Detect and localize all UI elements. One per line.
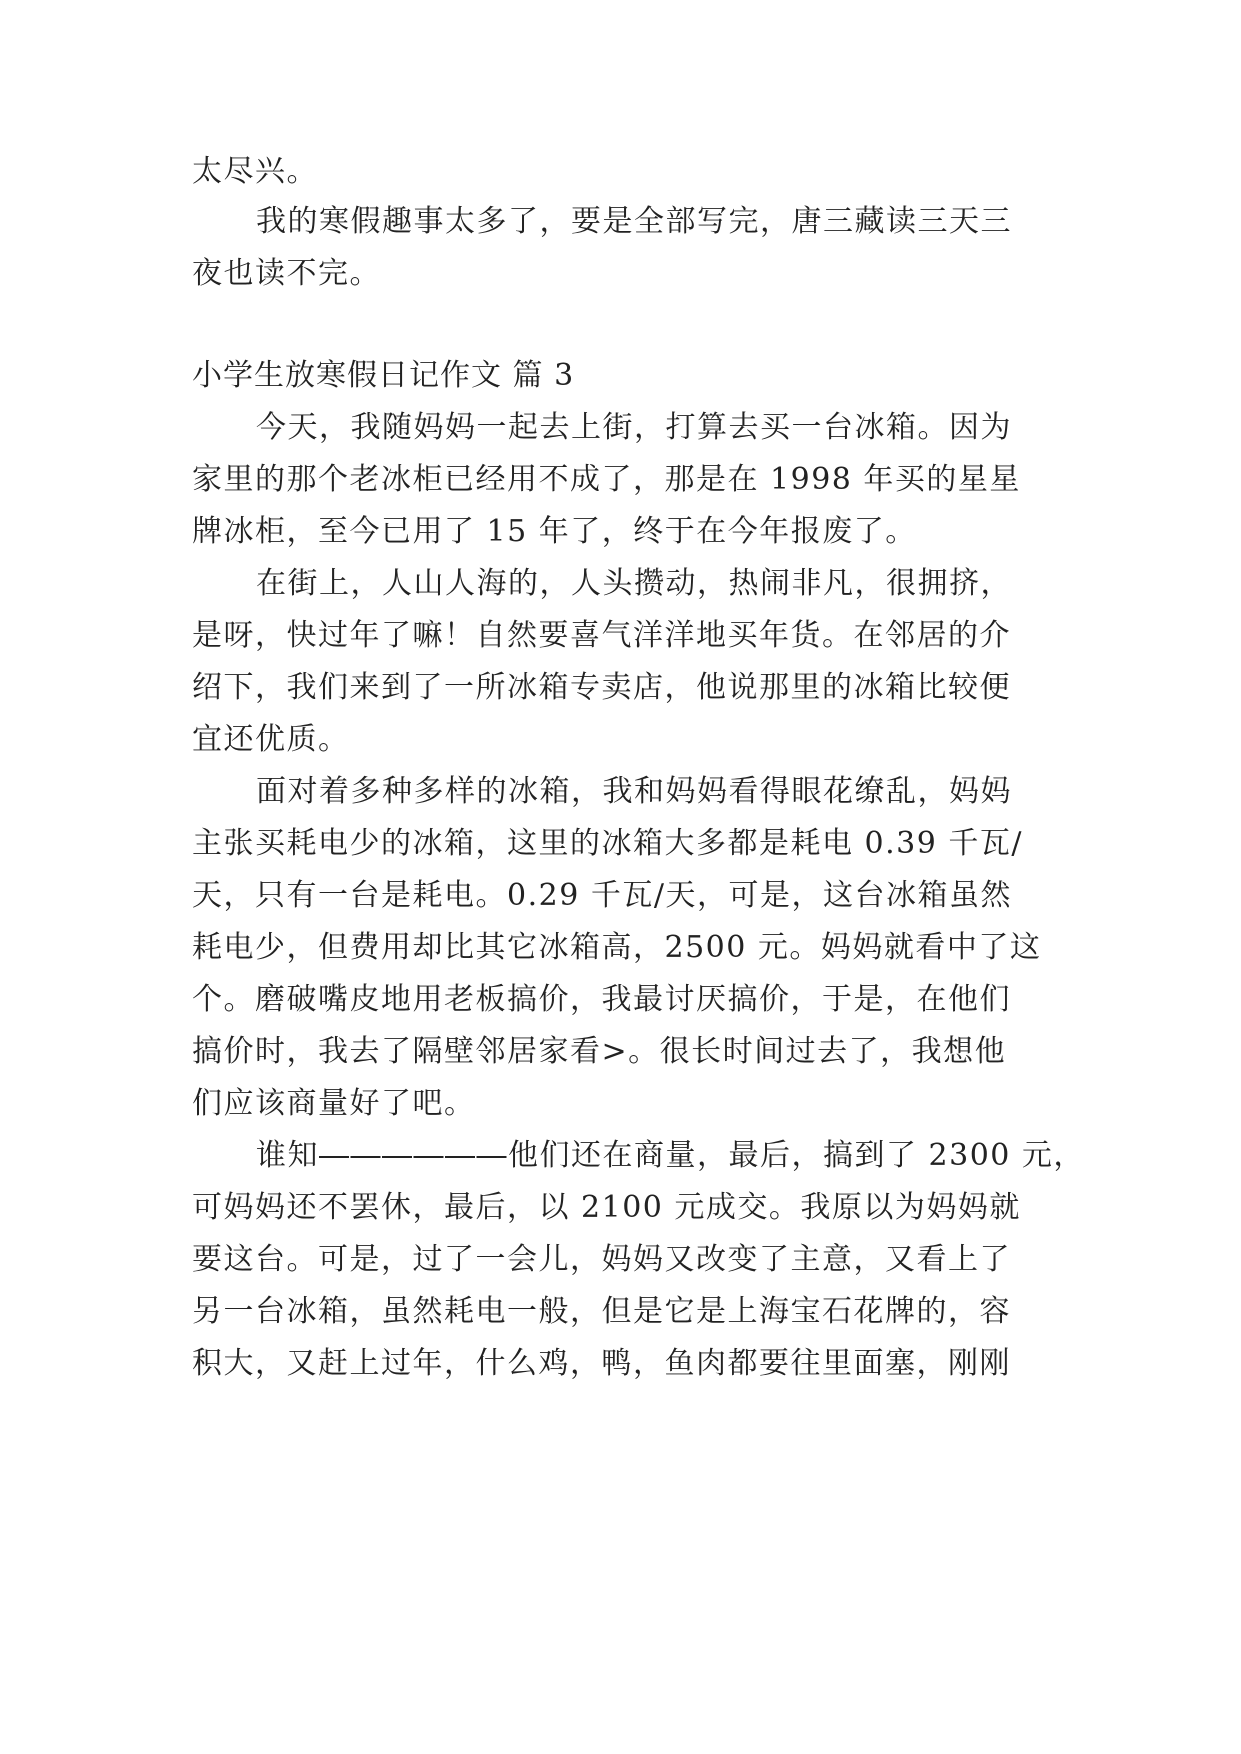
text-line: 天，只有一台是耗电。0.29 千瓦/天，可是，这台冰箱虽然	[192, 878, 1012, 913]
text-line: 积大，又赶上过年，什么鸡，鸭，鱼肉都要往里面塞，刚刚	[192, 1346, 1011, 1381]
text-line: 可妈妈还不罢休，最后，以 2100 元成交。我原以为妈妈就	[192, 1190, 1021, 1225]
text-line: 牌冰柜，至今已用了 15 年了，终于在今年报废了。	[192, 514, 917, 549]
text-line: 主张买耗电少的冰箱，这里的冰箱大多都是耗电 0.39 千瓦/	[192, 826, 1023, 861]
text-line: 搞价时，我去了隔壁邻居家看>。很长时间过去了，我想他	[192, 1034, 1007, 1069]
paragraph-first-line: 我的寒假趣事太多了，要是全部写完，唐三藏读三天三	[256, 204, 1012, 239]
paragraph-first-line: 在街上，人山人海的，人头攒动，热闹非凡，很拥挤，	[256, 566, 1012, 601]
text-line: 是呀，快过年了嘛！自然要喜气洋洋地买年货。在邻居的介	[192, 618, 1011, 653]
text-line: 要这台。可是，过了一会儿，妈妈又改变了主意，又看上了	[192, 1242, 1011, 1277]
paragraph-first-line: 面对着多种多样的冰箱，我和妈妈看得眼花缭乱，妈妈	[256, 774, 1012, 809]
text-line: 宜还优质。	[192, 722, 350, 757]
text-line: 太尽兴。	[192, 154, 318, 189]
text-line: 们应该商量好了吧。	[192, 1086, 476, 1121]
text-line: 个。磨破嘴皮地用老板搞价，我最讨厌搞价，于是，在他们	[192, 982, 1011, 1017]
text-line: 夜也读不完。	[192, 256, 381, 291]
section-heading: 小学生放寒假日记作文 篇 3	[192, 358, 575, 393]
paragraph-first-line: 谁知――――――他们还在商量，最后，搞到了 2300 元，	[256, 1138, 1085, 1173]
text-line: 耗电少，但费用却比其它冰箱高，2500 元。妈妈就看中了这	[192, 930, 1042, 965]
text-line: 另一台冰箱，虽然耗电一般，但是它是上海宝石花牌的，容	[192, 1294, 1011, 1329]
paragraph-first-line: 今天，我随妈妈一起去上街，打算去买一台冰箱。因为	[256, 410, 1012, 445]
text-line: 绍下，我们来到了一所冰箱专卖店，他说那里的冰箱比较便	[192, 670, 1011, 705]
text-line: 家里的那个老冰柜已经用不成了，那是在 1998 年买的星星	[192, 462, 1021, 497]
